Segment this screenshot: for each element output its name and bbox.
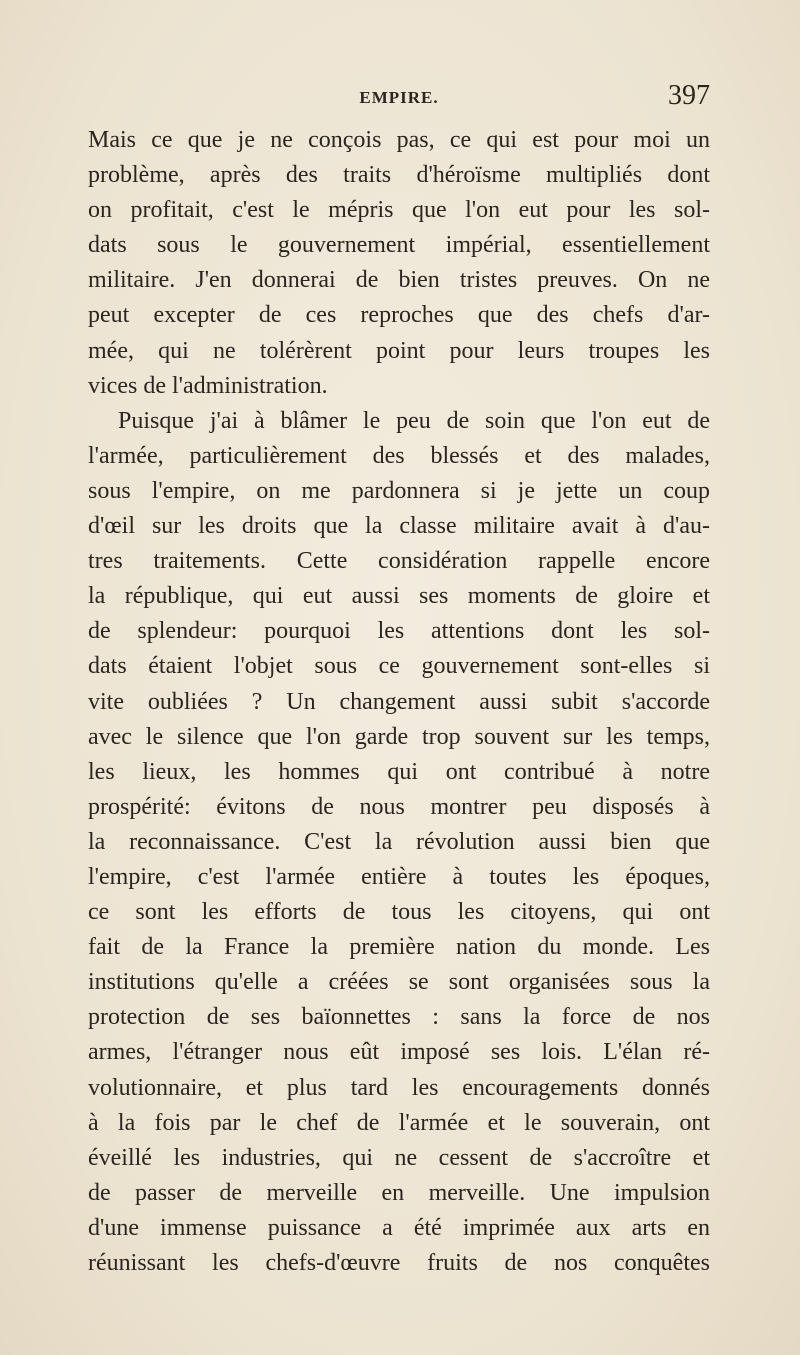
text-line: prospérité: évitons de nous montrer peu disposés à <box>88 793 710 820</box>
text-line: la reconnaissance. C'est la révolution aussi bien que <box>88 828 710 855</box>
text-line: Mais ce que je ne conçois pas, ce qui est pour moi un <box>88 127 710 153</box>
text-line: éveillé les industries, qui ne cessent de s'accroître et <box>88 1144 710 1171</box>
page-header <box>88 80 710 120</box>
text-line: réunissant les chefs-d'œuvre fruits de nos conquêtes <box>88 1250 710 1276</box>
text-line: à la fois par le chef de l'armée et le souverain, ont <box>88 1109 710 1136</box>
text-line: mée, qui ne tolérèrent point pour leurs troupes les <box>88 337 710 364</box>
text-line: sous l'empire, on me pardonnera si je jette un coup <box>88 477 710 504</box>
text-line: l'empire, c'est l'armée entière à toutes les époques, <box>88 863 710 890</box>
text-line: institutions qu'elle a créées se sont organisées sous la <box>88 969 710 996</box>
running-head: EMPIRE. <box>359 88 439 107</box>
text-line: dats sous le gouvernement impérial, essentiellement <box>88 232 710 259</box>
text-line: avec le silence que l'on garde trop souvent sur les temps, <box>88 723 710 750</box>
text-line: peut excepter de ces reproches que des chefs d'ar- <box>88 302 710 329</box>
text-line: les lieux, les hommes qui ont contribué à notre <box>88 758 710 785</box>
text-line: tres traitements. Cette considération rappelle encore <box>88 548 710 575</box>
text-line: ce sont les efforts de tous les citoyens, qui ont <box>88 899 710 926</box>
body-text <box>88 123 710 1281</box>
text-line: dats étaient l'objet sous ce gouvernement sont-elles si <box>88 653 710 680</box>
page-number: 397 <box>668 80 710 111</box>
text-line: d'œil sur les droits que la classe militaire avait à d'au- <box>88 513 710 540</box>
text-line: vite oubliées ? Un changement aussi subit s'accorde <box>88 688 710 715</box>
text-line: militaire. J'en donnerai de bien tristes preuves. On ne <box>88 267 710 294</box>
text-line: d'une immense puissance a été imprimée aux arts en <box>88 1214 710 1241</box>
text-line: la république, qui eut aussi ses moments de gloire et <box>88 583 710 610</box>
text-line: problème, après des traits d'héroïsme multipliés dont <box>88 162 710 189</box>
text-line: vices de l'administration. <box>88 372 328 399</box>
text-line: Puisque j'ai à blâmer le peu de soin que l'on eut de <box>118 407 710 434</box>
text-line: de splendeur: pourquoi les attentions dont les sol- <box>88 618 710 645</box>
text-line: protection de ses baïonnettes : sans la force de nos <box>88 1004 710 1031</box>
text-line: fait de la France la première nation du monde. Les <box>88 934 710 961</box>
text-line: l'armée, particulièrement des blessés et des malades, <box>88 442 710 469</box>
text-line: volutionnaire, et plus tard les encouragements donnés <box>88 1074 710 1101</box>
text-line: de passer de merveille en merveille. Une impulsion <box>88 1179 710 1206</box>
text-line: armes, l'étranger nous eût imposé ses lois. L'élan ré- <box>88 1039 710 1066</box>
text-line: on profitait, c'est le mépris que l'on eut pour les sol- <box>88 197 710 224</box>
